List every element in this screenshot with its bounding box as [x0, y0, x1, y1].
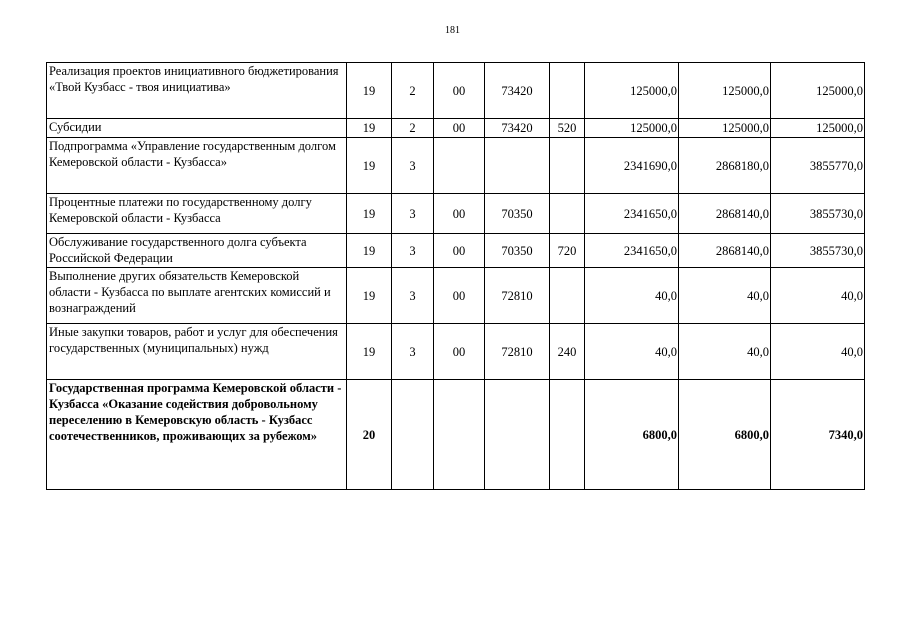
- value-3: 40,0: [771, 324, 865, 380]
- code-a: 20: [347, 380, 392, 490]
- code-e: [550, 63, 585, 119]
- code-e: [550, 268, 585, 324]
- value-3: 125000,0: [771, 119, 865, 138]
- table-row: [47, 268, 865, 324]
- value-1: 40,0: [585, 268, 679, 324]
- value-1: 2341650,0: [585, 194, 679, 234]
- table-row: [47, 63, 865, 119]
- code-e: [550, 138, 585, 194]
- budget-table: [46, 62, 865, 490]
- code-c: 00: [434, 194, 485, 234]
- code-d: 72810: [485, 324, 550, 380]
- value-1: 125000,0: [585, 63, 679, 119]
- row-name: Процентные платежи по государственному долгу Кемеровской области - Кузбасса: [47, 194, 347, 234]
- code-d: 73420: [485, 63, 550, 119]
- code-a: 19: [347, 324, 392, 380]
- row-name: Иные закупки товаров, работ и услуг для обеспечения государственных (муниципальных) нужд: [47, 324, 347, 380]
- row-name: Реализация проектов инициативного бюджетирования «Твой Кузбасс - твоя инициатива»: [47, 63, 347, 119]
- code-b: 2: [392, 119, 434, 138]
- value-1: 6800,0: [585, 380, 679, 490]
- value-3: 3855730,0: [771, 234, 865, 268]
- code-d: 73420: [485, 119, 550, 138]
- code-b: 3: [392, 138, 434, 194]
- code-a: 19: [347, 138, 392, 194]
- code-d: 72810: [485, 268, 550, 324]
- code-c: 00: [434, 234, 485, 268]
- code-c: [434, 138, 485, 194]
- value-1: 125000,0: [585, 119, 679, 138]
- code-c: 00: [434, 324, 485, 380]
- code-e: 240: [550, 324, 585, 380]
- row-name: Выполнение других обязательств Кемеровской области - Кузбасса по выплате агентских комиссий и вознаграждений: [47, 268, 347, 324]
- value-2: 40,0: [679, 324, 771, 380]
- code-a: 19: [347, 119, 392, 138]
- code-a: 19: [347, 63, 392, 119]
- value-2: 2868140,0: [679, 194, 771, 234]
- code-e: 720: [550, 234, 585, 268]
- table-row: [47, 138, 865, 194]
- code-d: [485, 138, 550, 194]
- value-3: 3855730,0: [771, 194, 865, 234]
- code-d: 70350: [485, 194, 550, 234]
- code-c: 00: [434, 63, 485, 119]
- code-c: [434, 380, 485, 490]
- table-row: [47, 324, 865, 380]
- value-1: 2341650,0: [585, 234, 679, 268]
- row-name: Подпрограмма «Управление государственным долгом Кемеровской области - Кузбасса»: [47, 138, 347, 194]
- code-b: 3: [392, 194, 434, 234]
- value-3: 40,0: [771, 268, 865, 324]
- table-row: [47, 234, 865, 268]
- code-b: 3: [392, 234, 434, 268]
- value-2: 2868140,0: [679, 234, 771, 268]
- code-b: 3: [392, 268, 434, 324]
- value-3: 7340,0: [771, 380, 865, 490]
- value-1: 40,0: [585, 324, 679, 380]
- table-row: [47, 380, 865, 490]
- code-d: 70350: [485, 234, 550, 268]
- value-2: 40,0: [679, 268, 771, 324]
- value-2: 2868180,0: [679, 138, 771, 194]
- row-name: Субсидии: [47, 119, 347, 138]
- code-a: 19: [347, 234, 392, 268]
- code-d: [485, 380, 550, 490]
- value-2: 125000,0: [679, 63, 771, 119]
- value-2: 6800,0: [679, 380, 771, 490]
- code-b: [392, 380, 434, 490]
- row-name: Государственная программа Кемеровской области - Кузбасса «Оказание содействия добровольному переселению в Кемеровскую область - Кузбасс соотечественников, проживающих за рубежом»: [47, 380, 347, 490]
- code-b: 2: [392, 63, 434, 119]
- value-3: 125000,0: [771, 63, 865, 119]
- value-1: 2341690,0: [585, 138, 679, 194]
- code-e: [550, 194, 585, 234]
- code-e: 520: [550, 119, 585, 138]
- code-b: 3: [392, 324, 434, 380]
- value-3: 3855770,0: [771, 138, 865, 194]
- page-number: 181: [445, 25, 460, 36]
- code-e: [550, 380, 585, 490]
- code-c: 00: [434, 268, 485, 324]
- code-a: 19: [347, 268, 392, 324]
- table-row: [47, 119, 865, 138]
- code-c: 00: [434, 119, 485, 138]
- value-2: 125000,0: [679, 119, 771, 138]
- code-a: 19: [347, 194, 392, 234]
- row-name: Обслуживание государственного долга субъекта Российской Федерации: [47, 234, 347, 268]
- table-row: [47, 194, 865, 234]
